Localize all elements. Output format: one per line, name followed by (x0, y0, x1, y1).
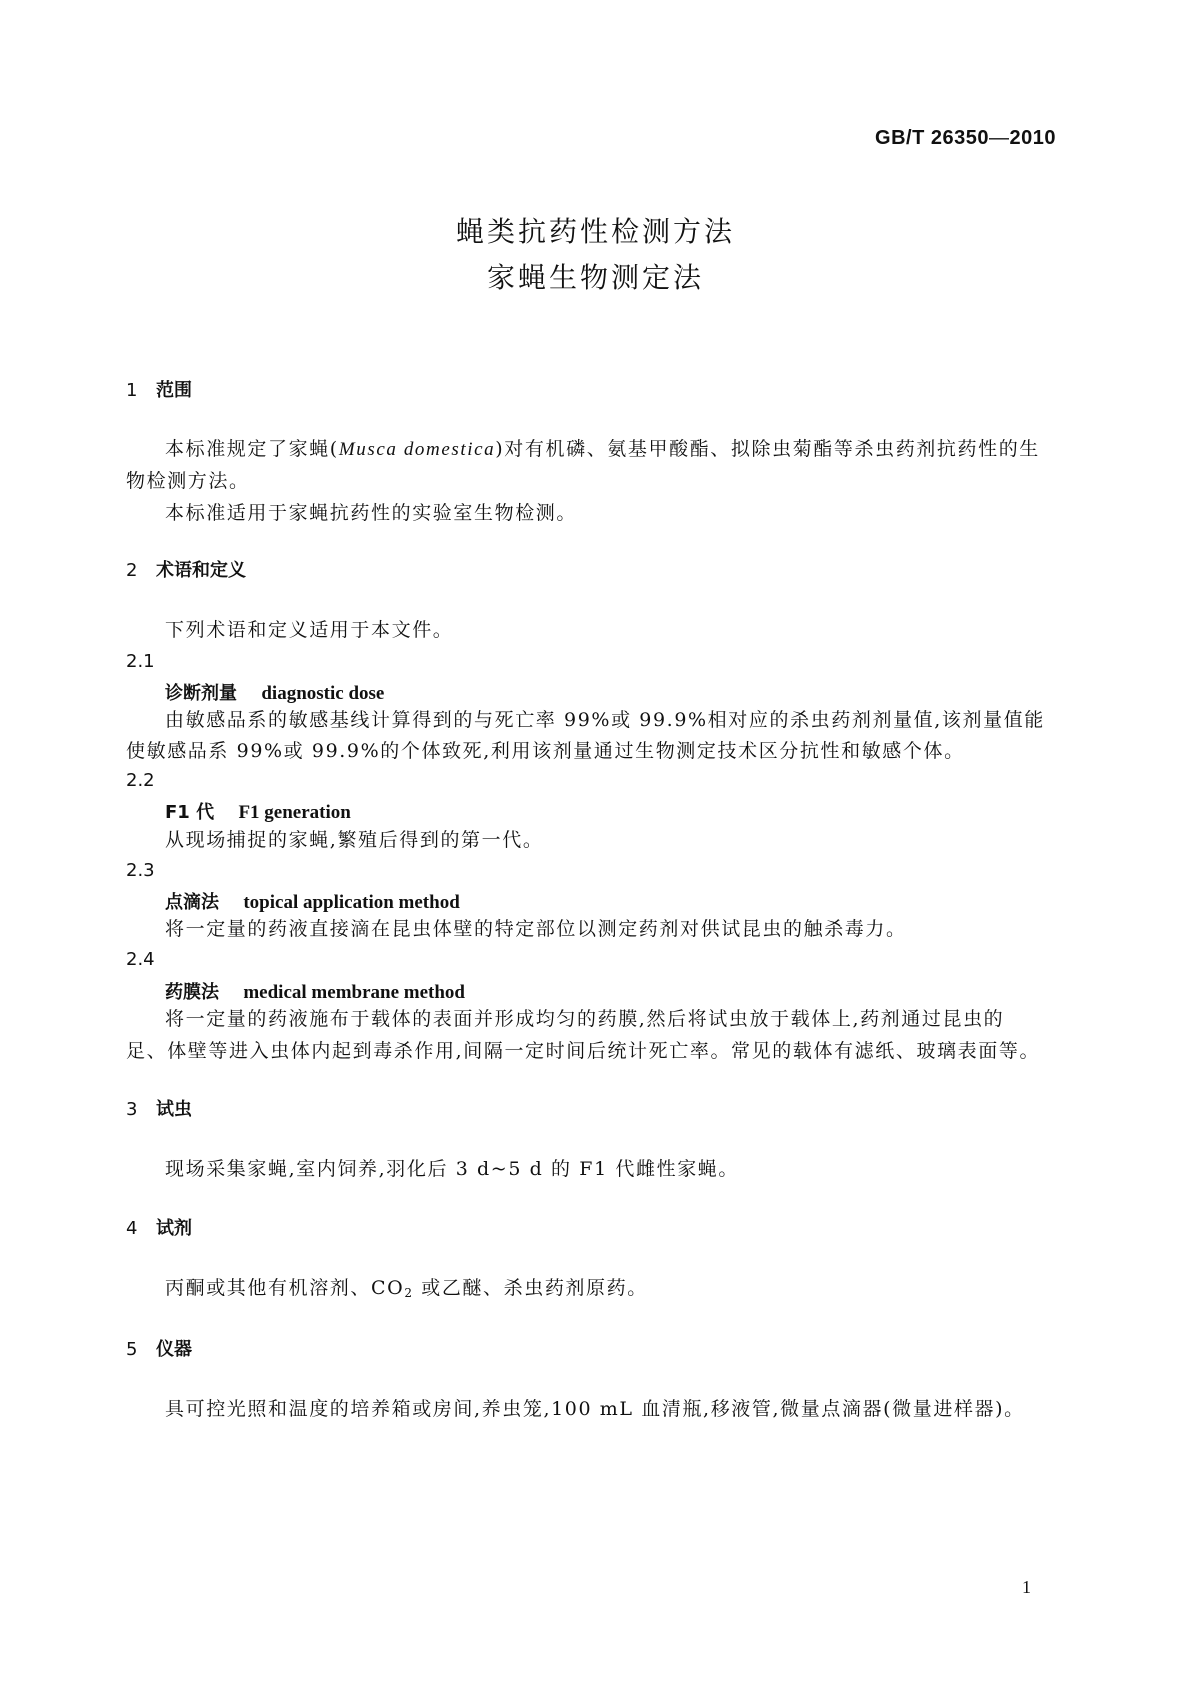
clause-2-4-def-line-2: 足、体壁等进入虫体内起到毒杀作用,间隔一定时间后统计死亡率。常见的载体有滤纸、玻璃表面等。 (126, 1040, 1041, 1062)
term-zh: 药膜法 (165, 982, 219, 1003)
standard-prefix: GB/T (875, 127, 925, 149)
term-en: medical membrane method (243, 982, 465, 1003)
clause-2-2-term (165, 801, 351, 822)
section-4-title: 试剂 (156, 1218, 192, 1239)
clause-2-3-number: 2.3 (126, 860, 155, 881)
subscript-2: 2 (404, 1286, 414, 1300)
clause-2-1-def-line-1: 由敏感品系的敏感基线计算得到的与死亡率 99%或 99.9%相对应的杀虫药剂剂量值,该剂量值能 (165, 709, 1045, 731)
section-1-number: 1 (126, 380, 138, 401)
page-number: 1 (1022, 1577, 1031, 1597)
section-1-para-1-line-2: 物检测方法。 (126, 470, 250, 492)
standard-dash: — (989, 127, 1010, 149)
term-zh: 点滴法 (165, 892, 219, 913)
clause-2-2-number: 2.2 (126, 770, 155, 791)
term-en: diagnostic dose (261, 683, 385, 704)
clause-2-1-term (165, 682, 384, 703)
term-en: F1 generation (238, 802, 351, 823)
standard-code: 26350 (930, 127, 989, 149)
section-3-title: 试虫 (156, 1099, 192, 1120)
section-4-para-1: 丙酮或其他有机溶剂、$CO_2$ 或乙醚、杀虫药剂原药。 (165, 1277, 648, 1300)
clause-2-4-term (165, 981, 465, 1002)
document-title-line2: 家蝇生物测定法 (486, 261, 704, 294)
term-zh: F1 代 (165, 802, 215, 823)
section-2-number: 2 (126, 560, 138, 581)
section-3-number: 3 (126, 1099, 138, 1120)
clause-2-4-def-line-1: 将一定量的药液施布于载体的表面并形成均匀的药膜,然后将试虫放于载体上,药剂通过昆虫的 (165, 1008, 1005, 1030)
section-5-title: 仪器 (156, 1339, 192, 1360)
section-4-number: 4 (126, 1218, 138, 1239)
clause-2-1-def-line-2: 使敏感品系 99%或 99.9%的个体致死,利用该剂量通过生物测定技术区分抗性和敏感个体。 (126, 740, 965, 762)
section-3-para-1: 现场采集家蝇,室内饲养,羽化后 3 d~5 d 的 F1 代雌性家蝇。 (165, 1158, 740, 1180)
section-1-para-2: 本标准适用于家蝇抗药性的实验室生物检测。 (165, 502, 578, 524)
clause-2-3-term (165, 891, 460, 912)
clause-2-1-number: 2.1 (126, 651, 155, 672)
section-5-number: 5 (126, 1339, 138, 1360)
section-1-para-1-line-1: 本标准规定了家蝇(Musca domestica)对有机磷、氨基甲酸酯、拟除虫菊酯等杀虫药剂抗药性的生 (165, 438, 1040, 460)
section-2-title: 术语和定义 (156, 560, 246, 581)
term-en: topical application method (243, 892, 460, 913)
clause-2-2-def-line-1: 从现场捕捉的家蝇,繁殖后得到的第一代。 (165, 829, 544, 851)
clause-2-3-def-line-1: 将一定量的药液直接滴在昆虫体壁的特定部位以测定药剂对供试昆虫的触杀毒力。 (165, 918, 907, 940)
term-zh: 诊断剂量 (165, 683, 237, 704)
section-5-para-1: 具可控光照和温度的培养箱或房间,养虫笼,100 mL 血清瓶,移液管,微量点滴器(微量进样器)。 (165, 1398, 1025, 1420)
species-name: Musca domestica (338, 439, 496, 460)
document-title-line1: 蝇类抗药性检测方法 (455, 215, 735, 248)
standard-number (875, 128, 1056, 148)
section-2-intro: 下列术语和定义适用于本文件。 (165, 619, 454, 641)
standard-year: 2010 (1009, 127, 1056, 149)
section-1-title: 范围 (156, 380, 192, 401)
clause-2-4-number: 2.4 (126, 949, 155, 970)
